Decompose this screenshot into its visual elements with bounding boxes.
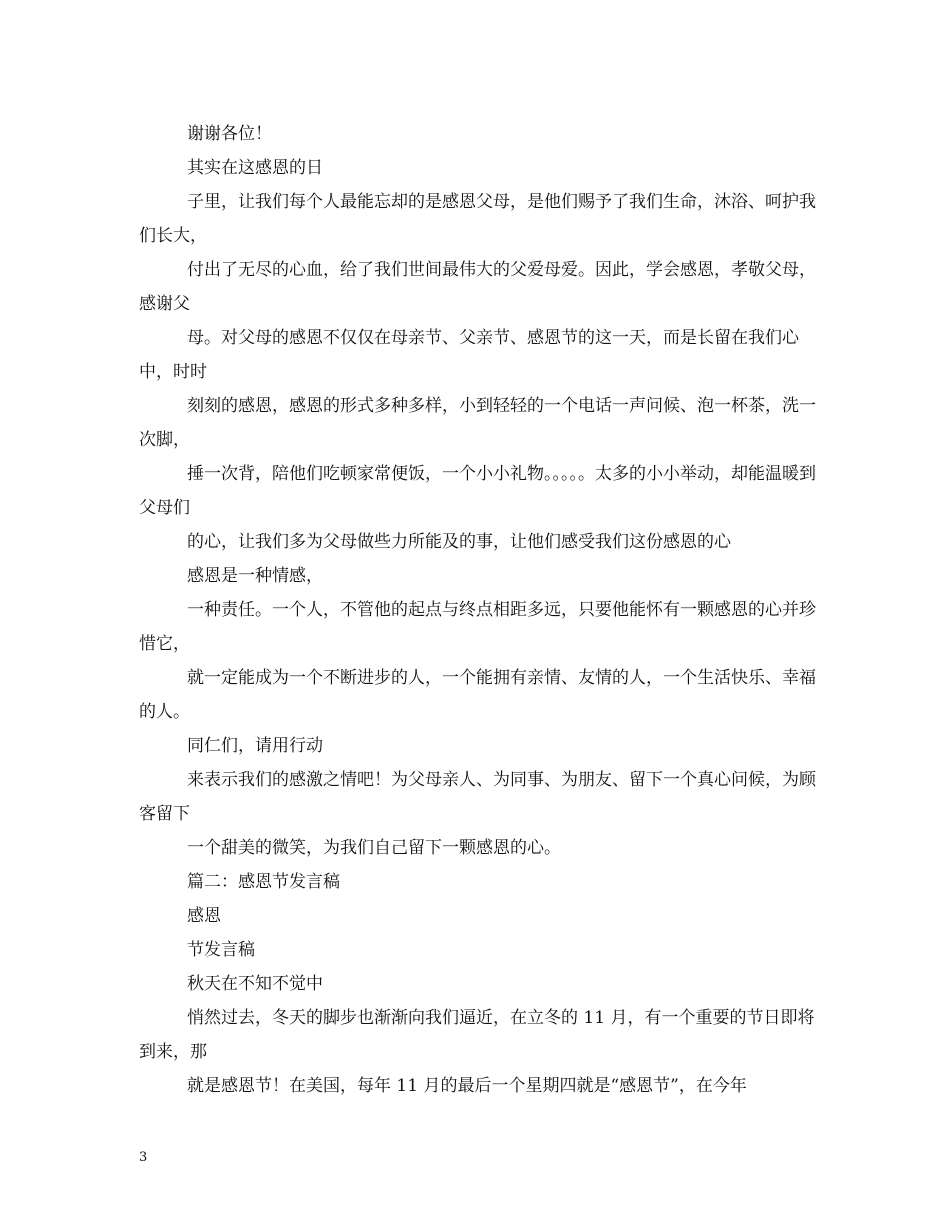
paragraph-9: 感恩是一种情感， — [187, 566, 323, 586]
document-body — [139, 117, 829, 1103]
paragraph-7: 捶一次背，陪他们吃顿家常便饭，一个小小礼物。。。。。太多的小小举动，却能温暖到父母们 — [139, 464, 816, 518]
page-number: 3 — [139, 1150, 148, 1165]
paragraph-1: 谢谢各位！ — [187, 124, 272, 144]
paragraph-6: 刻刻的感恩，感恩的形式多种多样，小到轻轻的一个电话一声问候、泡一杯茶，洗一次脚， — [139, 396, 816, 450]
paragraph-17: 节发言稿 — [187, 940, 255, 960]
paragraph-5: 母。对父母的感恩不仅仅在母亲节、父亲节、感恩节的这一天，而是长留在我们心中，时时 — [139, 328, 799, 382]
paragraph-18: 秋天在不知不觉中 — [187, 974, 323, 994]
paragraph-14: 一个甜美的微笑，为我们自己留下一颗感恩的心。 — [187, 838, 561, 858]
paragraph-13: 来表示我们的感激之情吧！为父母亲人、为同事、为朋友、留下一个真心问候，为顾客留下 — [139, 770, 816, 824]
paragraph-11: 就一定能成为一个不断进步的人，一个能拥有亲情、友情的人，一个生活快乐、幸福的人。 — [139, 668, 816, 722]
paragraph-10: 一种责任。一个人，不管他的起点与终点相距多远，只要他能怀有一颗感恩的心并珍惜它， — [139, 600, 816, 654]
paragraph-19: 悄然过去，冬天的脚步也渐渐向我们逼近，在立冬的 11 月，有一个重要的节日即将到来，那 — [139, 1008, 815, 1062]
paragraph-4: 付出了无尽的心血，给了我们世间最伟大的父爱母爱。因此，学会感恩，孝敬父母，感谢父 — [139, 260, 816, 314]
paragraph-16: 感恩 — [187, 906, 221, 926]
paragraph-2: 其实在这感恩的日 — [187, 158, 323, 178]
paragraph-20: 就是感恩节！在美国，每年 11 月的最后一个星期四就是“感恩节”，在今年 — [187, 1076, 747, 1096]
section-heading: 篇二：感恩节发言稿 — [187, 872, 340, 892]
paragraph-3: 子里，让我们每个人最能忘却的是感恩父母，是他们赐予了我们生命，沐浴、呵护我们长大， — [139, 192, 816, 246]
paragraph-8: 的心，让我们多为父母做些力所能及的事，让他们感受我们这份感恩的心 — [187, 532, 731, 552]
paragraph-12: 同仁们，请用行动 — [187, 736, 323, 756]
